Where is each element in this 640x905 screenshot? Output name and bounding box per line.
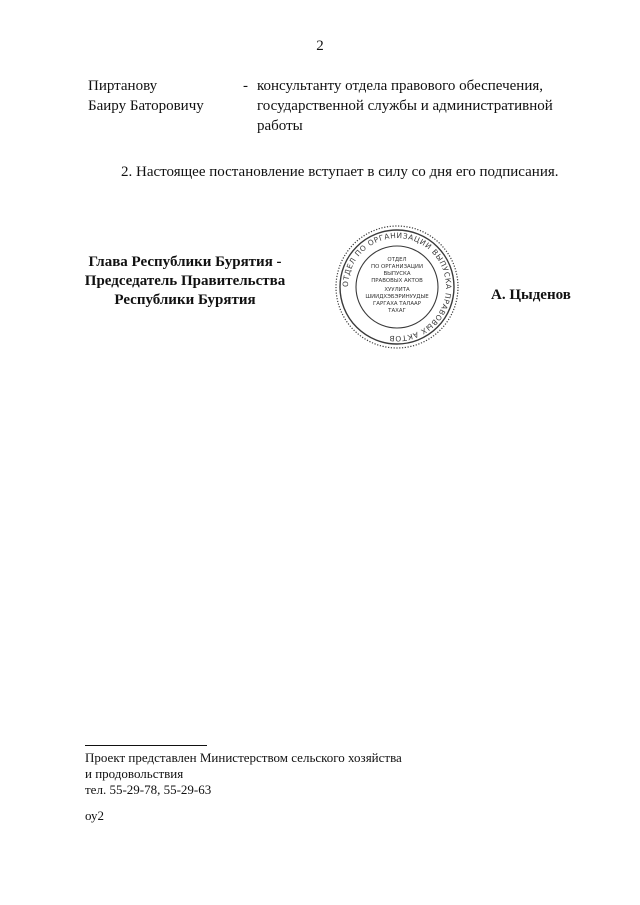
seal-center-line: ПРАВОВЫХ АКТОВ [371, 278, 423, 284]
seal-center-line: ОТДЕЛ [387, 257, 407, 263]
seal-center-line: ПО ОРГАНИЗАЦИИ [371, 264, 423, 270]
seal-center-line: ВЫПУСКА [383, 271, 411, 277]
position-line: консультанту отдела правового обеспечения, [257, 78, 543, 94]
position-line: государственной службы и административной [257, 98, 553, 114]
appointment-dash: - [243, 78, 248, 94]
signer-title-line: Республики Бурятия [114, 292, 256, 308]
document-code: оу2 [85, 808, 105, 823]
seal-center-line: ГАРГАХА ТАЛААР [373, 301, 421, 307]
clause-2: 2. Настоящее постановление вступает в силу со дня его подписания. [121, 164, 559, 180]
seal-center-line: ШИИДХЭБЭРИНУУДЫЕ [365, 294, 429, 300]
signer-title-line: Председатель Правительства [84, 273, 286, 289]
seal-center-line: ТАХАГ [388, 308, 406, 314]
signer-name: А. Цыденов [491, 287, 571, 303]
appointee-given-name: Баиру Баторовичу [88, 98, 204, 114]
appointee-position [257, 76, 558, 136]
footnote-line: и продовольствия [85, 766, 184, 781]
footnote [85, 750, 402, 798]
signer-title [78, 253, 292, 310]
page-number: 2 [316, 38, 324, 54]
seal-center-line: ХУУЛИТА [384, 287, 410, 293]
appointee-surname: Пиртанову [88, 78, 158, 94]
footnote-divider [85, 745, 207, 746]
footnote-line: тел. 55-29-78, 55-29-63 [85, 782, 212, 797]
footnote-line: Проект представлен Министерством сельского хозяйства [85, 750, 402, 765]
seal-ring-text: ОТДЕЛ ПО ОРГАНИЗАЦИИ ВЫПУСКА ПРАВОВЫХ АКТОВ [340, 230, 454, 344]
official-seal [333, 223, 461, 351]
appointee-name [88, 76, 204, 116]
position-line: работы [257, 118, 303, 134]
signer-title-line: Глава Республики Бурятия - [88, 254, 282, 270]
